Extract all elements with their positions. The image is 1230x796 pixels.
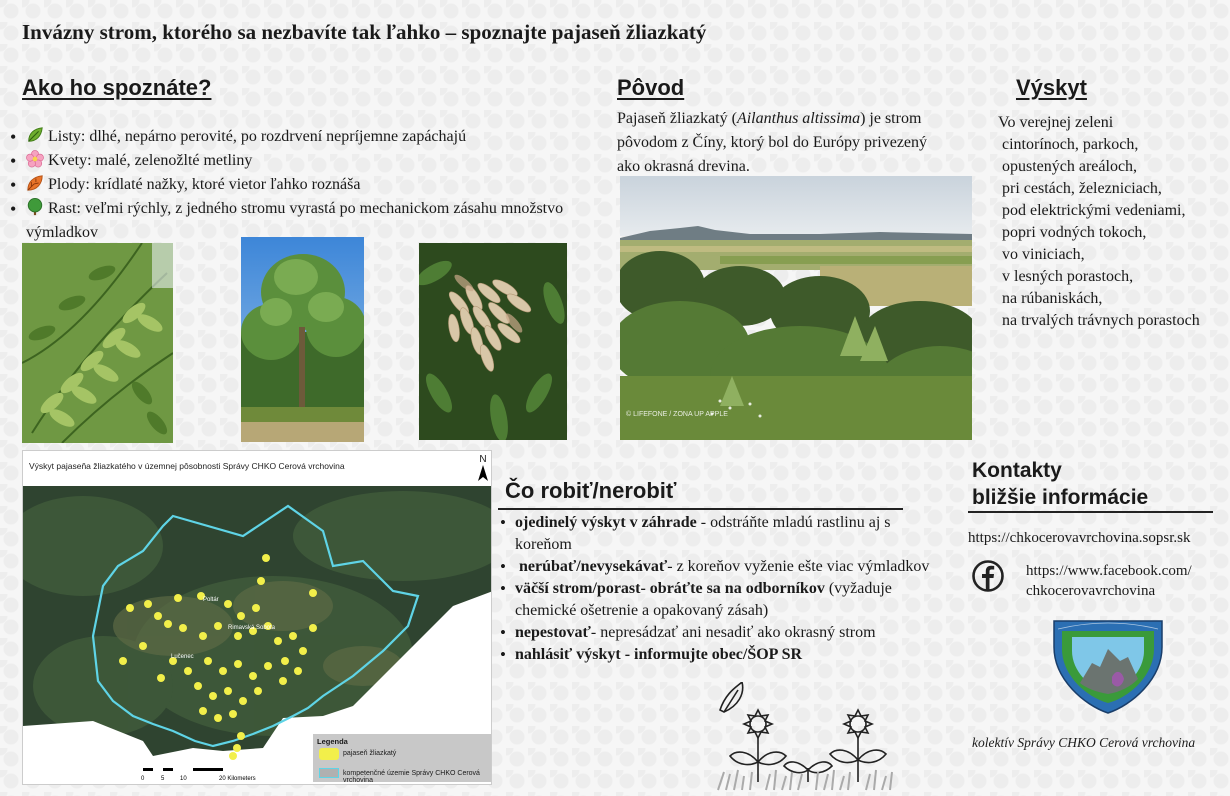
legend-item: kompetenčné územie Správy CHKO Cerová vrchovina bbox=[343, 770, 480, 784]
north-arrow-icon bbox=[478, 454, 488, 484]
page-title: Invázny strom, ktorého sa nezbavíte tak ľahko – spoznajte pajaseň žliazkatý bbox=[22, 20, 707, 44]
identify-leaves-text: Listy: dlhé, nepárno perovité, po rozdrvení nepríjemne zapáchajú bbox=[48, 128, 467, 145]
list-item bbox=[8, 149, 613, 173]
identify-growth-text: Rast: veľmi rýchly, z jedného stromu vyrastá po mechanickom zásahu množstvo výmladkov bbox=[26, 200, 564, 241]
origin-text bbox=[617, 107, 947, 179]
fruit-photo bbox=[419, 243, 567, 440]
facebook-icon[interactable] bbox=[972, 560, 1004, 592]
map-label-lucenec: Lučenec bbox=[171, 654, 194, 660]
list-item: popri vodných tokoch, bbox=[1002, 224, 1147, 241]
action-detail: - odstráňte mladú rastlinu aj s koreňom bbox=[515, 514, 891, 553]
north-label: N bbox=[479, 454, 487, 465]
action-title: nahlásiť výskyt - informujte obec/ŠOP SR bbox=[515, 646, 803, 663]
list-item: pod elektrickými vedeniami, bbox=[1002, 202, 1186, 219]
action-title: väčší strom/porast- obráťte sa na odborníkov bbox=[515, 580, 825, 597]
occurrence-map bbox=[22, 450, 492, 785]
chko-logo bbox=[1050, 617, 1166, 717]
list-item bbox=[8, 173, 613, 197]
legend-item: pajaseň žliazkatý bbox=[343, 750, 397, 757]
identify-list bbox=[8, 125, 613, 245]
map-label-rimavska-sobota: Rimavská Sobota bbox=[228, 625, 276, 631]
contacts-heading-line1: Kontakty bbox=[972, 459, 1062, 482]
photo-credit: © LIFEFONE / ZONA UP APPLE bbox=[626, 411, 728, 418]
occurrence-heading: Výskyt bbox=[1016, 75, 1087, 100]
tree-icon bbox=[26, 198, 44, 216]
facebook-link-line2: chkocerovavrchovina bbox=[1026, 583, 1156, 599]
list-item bbox=[498, 578, 930, 622]
plants-illustration bbox=[712, 682, 902, 792]
action-title: nerúbať/nevysekávať bbox=[515, 558, 668, 575]
website-link[interactable]: https://chkocerovavrchovina.sopsr.sk bbox=[968, 530, 1191, 546]
contacts-heading bbox=[972, 457, 1148, 511]
facebook-link-line1: https://www.facebook.com/ bbox=[1026, 563, 1192, 579]
leaf-icon bbox=[26, 126, 44, 144]
list-item bbox=[498, 622, 930, 644]
actions-list bbox=[498, 512, 930, 666]
list-item: Vo verejnej zeleni bbox=[998, 114, 1114, 131]
action-detail: - nepresádzať ani nesadiť ako okrasný strom bbox=[590, 624, 876, 641]
action-title: ojedinelý výskyt v záhrade bbox=[515, 514, 697, 531]
list-item: na trvalých trávnych porastoch bbox=[1002, 312, 1200, 329]
map-legend bbox=[313, 734, 492, 782]
legend-dot-swatch bbox=[319, 748, 339, 760]
action-detail: (vyžaduje chemické ošetrenie a opakovaný zásah) bbox=[515, 580, 892, 619]
map-title: Výskyt pajaseňa žliazkatého v územnej pôsobnosti Správy CHKO Cerová vrchovina bbox=[29, 461, 345, 471]
list-item: cintorínoch, parkoch, bbox=[1002, 136, 1139, 153]
list-item: vo viniciach, bbox=[1002, 246, 1085, 263]
list-item: v lesných porastoch, bbox=[1002, 268, 1134, 285]
tree-photo bbox=[241, 237, 364, 442]
list-item bbox=[8, 125, 613, 149]
leaves-photo bbox=[22, 243, 173, 443]
scale-label: 10 bbox=[180, 776, 187, 782]
scale-label: 20 Kilometers bbox=[219, 776, 256, 782]
list-item: pri cestách, železniciach, bbox=[1002, 180, 1162, 197]
landscape-photo bbox=[620, 176, 972, 440]
origin-text-before: Pajaseň žliazkatý ( bbox=[617, 110, 737, 127]
fallen-leaf-icon bbox=[26, 174, 44, 192]
map-label-poltar: Poltár bbox=[203, 597, 219, 603]
action-title: nepestovať bbox=[515, 624, 591, 641]
divider bbox=[968, 511, 1213, 513]
actions-heading: Čo robiť/nerobiť bbox=[505, 478, 677, 503]
scale-label: 0 bbox=[141, 776, 145, 782]
legend-area-swatch bbox=[319, 768, 339, 778]
identify-fruits-text: Plody: krídlaté nažky, ktoré vietor ľahko roznáša bbox=[48, 176, 361, 193]
scale-label: 5 bbox=[161, 776, 165, 782]
list-item bbox=[498, 644, 930, 666]
origin-latin-name: Ailanthus altissima bbox=[736, 110, 861, 127]
origin-heading: Pôvod bbox=[617, 75, 685, 100]
list-item bbox=[498, 512, 930, 556]
legend-title: Legenda bbox=[317, 737, 348, 746]
contacts-heading-line2: bližšie informácie bbox=[972, 486, 1149, 509]
flower-icon bbox=[26, 150, 44, 168]
origin-text-after: ) je strom pôvodom z Číny, ktorý bol do Európy privezený ako okrasná drevina. bbox=[617, 110, 928, 175]
divider bbox=[498, 508, 903, 510]
occurrence-list bbox=[998, 112, 1223, 332]
facebook-link[interactable] bbox=[1026, 561, 1192, 601]
action-detail: - z koreňov vyženie ešte viac výmladkov bbox=[667, 558, 930, 575]
footer-credit: kolektív Správy CHKO Cerová vrchovina bbox=[972, 735, 1196, 750]
list-item: na rúbaniskách, bbox=[1002, 290, 1103, 307]
list-item: opustených areáloch, bbox=[1002, 158, 1138, 175]
identify-flowers-text: Kvety: malé, zelenožlté metliny bbox=[48, 152, 253, 169]
identify-heading: Ako ho spoznáte? bbox=[22, 75, 212, 100]
list-item bbox=[498, 556, 930, 578]
